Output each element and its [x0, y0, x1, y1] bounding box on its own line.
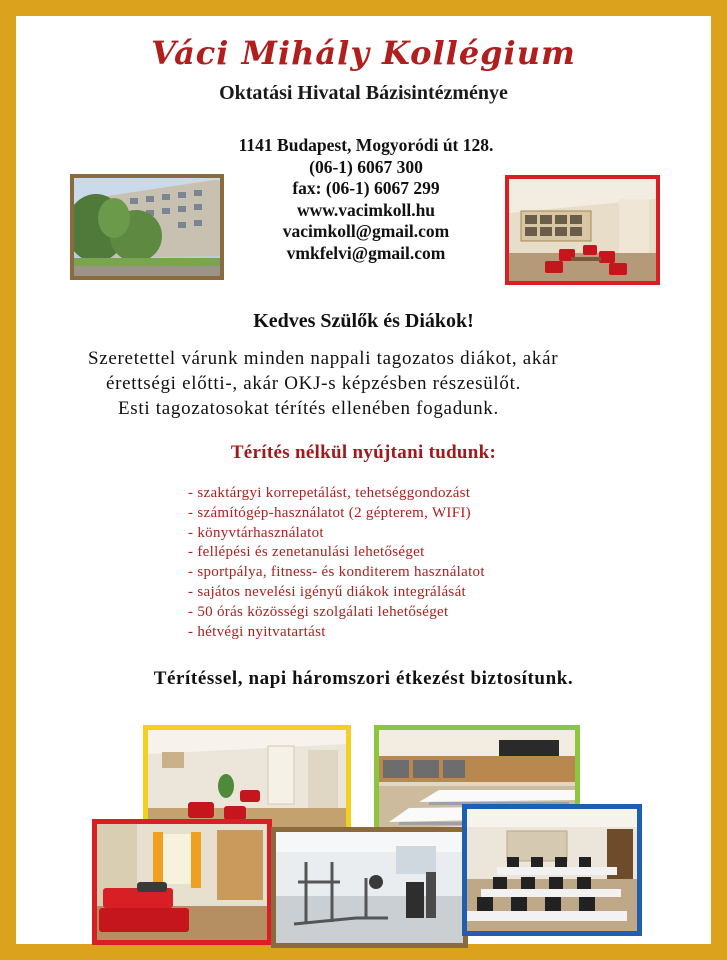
computer-lab-photo — [462, 804, 642, 936]
phone-text: (06-1) 6067 300 — [309, 156, 423, 177]
dorm-room-photo — [92, 819, 272, 945]
intro-line-3: Esti tagozatosokat térítés ellenében fogadunk. — [118, 398, 499, 419]
intro-line-1: Szeretettel várunk minden nappali tagozatos diákot, akár — [88, 348, 559, 369]
free-services-list — [188, 484, 485, 642]
intro-line-2: érettségi előtti-, akár OKJ-s képzésben részesülőt. — [106, 373, 522, 394]
list-item: - sajátos nevelési igényű diákok integrálását — [188, 583, 466, 600]
list-item: - szaktárgyi korrepetálást, tehetséggondozást — [188, 485, 471, 501]
contact-block — [196, 135, 536, 264]
email-link-1[interactable]: vacimkoll@gmail.com — [282, 221, 450, 241]
greeting-heading: Kedves Szülők és Diákok! — [253, 310, 474, 332]
free-services-heading: Térítés nélkül nyújtani tudunk: — [230, 442, 497, 463]
list-item: - könyvtárhasználatot — [188, 524, 324, 541]
address-text: 1141 Budapest, Mogyoródi út 128. — [238, 135, 494, 155]
institution-subtitle: Oktatási Hivatal Bázisintézménye — [219, 82, 508, 104]
email-link-2[interactable]: vmkfelvi@gmail.com — [286, 242, 446, 263]
list-item: - számítógép-használatot (2 gépterem, WIFI) — [188, 504, 471, 521]
list-item: - sportpálya, fitness- és konditerem használatot — [188, 564, 485, 581]
gym-photo — [271, 827, 468, 948]
list-item: - 50 órás közösségi szolgálati lehetőséget — [188, 603, 449, 620]
fax-text: fax: (06-1) 6067 299 — [292, 178, 440, 198]
flyer-page — [16, 16, 711, 944]
intro-paragraph — [76, 346, 676, 421]
list-item: - hétvégi nyitvatartást — [188, 623, 326, 640]
list-item: - fellépési és zenetanulási lehetőséget — [188, 544, 425, 561]
website-link[interactable]: www.vacimkoll.hu — [296, 199, 436, 220]
college-title: Váci Mihály Kollégium — [151, 34, 576, 72]
meals-statement: Térítéssel, napi háromszori étkezést biztosítunk. — [153, 668, 574, 689]
